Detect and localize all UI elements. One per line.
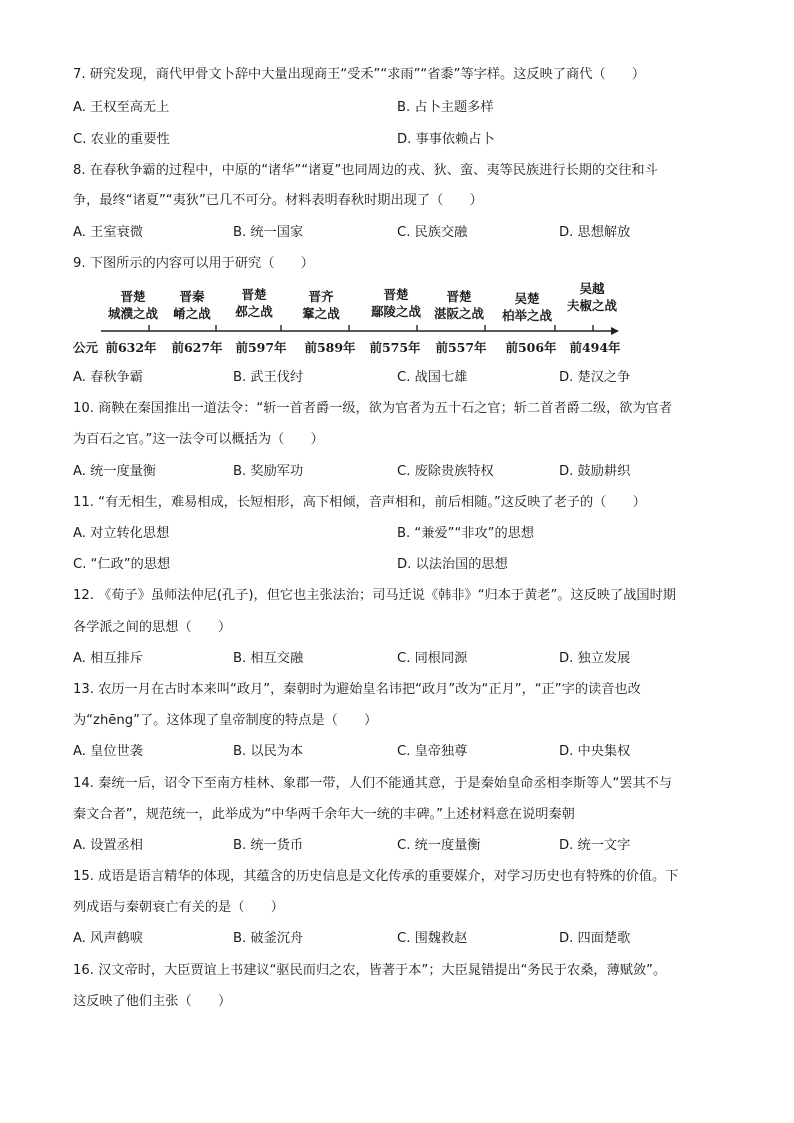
q14-option-a[interactable]: A. 设置丞相 [73, 838, 143, 853]
timeline-year-5: 前575年 [369, 340, 421, 355]
event-7-battle: 柏举之战 [501, 308, 552, 323]
q10-option-a[interactable]: A. 统一度量衡 [73, 464, 157, 479]
timeline-year-6: 前557年 [435, 340, 487, 355]
event-5-battle: 鄢陵之战 [370, 304, 421, 319]
q15-option-c[interactable]: C. 围魏救赵 [397, 931, 468, 946]
timeline-event-3 [219, 286, 289, 320]
event-8-parties: 吴越 [579, 281, 605, 296]
q8-option-d[interactable]: D. 思想解放 [559, 225, 631, 240]
q7-option-b[interactable]: B. 占卜主题多样 [397, 100, 494, 115]
timeline-year-1: 前632年 [105, 340, 157, 355]
q7-stem: 7. 研究发现，商代甲骨文卜辞中大量出现商王“受禾”“求雨”“省黍”等字样。这反映了商代（ ） [73, 67, 646, 82]
q11-option-c[interactable]: C. “仁政”的思想 [73, 557, 171, 572]
q12-stem-line2: 各学派之间的思想（ ） [73, 620, 232, 635]
timeline-year-2: 前627年 [171, 340, 223, 355]
q16-stem-line2: 这反映了他们主张（ ） [73, 994, 232, 1009]
q16-stem-line1: 16. 汉文帝时，大臣贾谊上书建议“驱民而归之农，皆著于本”；大臣晁错提出“务民于农桑，薄赋敛”。 [73, 963, 667, 978]
timeline-event-6 [424, 288, 494, 322]
q11-option-a[interactable]: A. 对立转化思想 [73, 526, 170, 541]
event-1-parties: 晋楚 [120, 289, 146, 304]
q13-option-c[interactable]: C. 皇帝独尊 [397, 744, 468, 759]
q9-option-a[interactable]: A. 春秋争霸 [73, 370, 143, 385]
q10-option-c[interactable]: C. 废除贵族特权 [397, 464, 494, 479]
q10-stem-line1: 10. 商鞅在秦国推出一道法令：“斩一首者爵一级，欲为官者为五十石之官；斩二首者爵二级，欲为官者 [73, 401, 673, 416]
q7-option-c[interactable]: C. 农业的重要性 [73, 132, 170, 147]
q11-option-d[interactable]: D. 以法治国的思想 [397, 557, 508, 572]
event-2-parties: 晋秦 [179, 289, 205, 304]
q14-stem-line1: 14. 秦统一后，诏令下至南方桂林、象郡一带，人们不能通其意，于是秦始皇命丞相李斯等人“罢其不与 [73, 776, 673, 791]
q11-stem: 11. “有无相生，难易相成，长短相形，高下相倾，音声相和，前后相随。”这反映了老子的（ ） [73, 495, 646, 510]
q12-option-d[interactable]: D. 独立发展 [559, 651, 631, 666]
event-4-parties: 晋齐 [308, 289, 334, 304]
q14-option-c[interactable]: C. 统一度量衡 [397, 838, 481, 853]
q14-option-d[interactable]: D. 统一文字 [559, 838, 631, 853]
timeline-year-8: 前494年 [569, 340, 621, 355]
q15-option-a[interactable]: A. 风声鹤唳 [73, 931, 143, 946]
event-2-battle: 崤之战 [173, 306, 211, 321]
timeline-era-label: 公元 [73, 340, 99, 355]
q8-option-b[interactable]: B. 统一国家 [233, 225, 304, 240]
timeline-year-4: 前589年 [304, 340, 356, 355]
event-6-parties: 晋楚 [446, 289, 472, 304]
q12-option-c[interactable]: C. 同根同源 [397, 651, 468, 666]
q15-option-d[interactable]: D. 四面楚歌 [559, 931, 631, 946]
q13-option-d[interactable]: D. 中央集权 [559, 744, 631, 759]
q8-option-c[interactable]: C. 民族交融 [397, 225, 468, 240]
q10-option-b[interactable]: B. 奖励军功 [233, 464, 304, 479]
q8-stem-line1: 8. 在春秋争霸的过程中，中原的“诸华”“诸夏”也同周边的戎、狄、蛮、夷等民族进行长期的交往和斗 [73, 163, 658, 178]
timeline-event-8 [557, 280, 627, 314]
q12-option-a[interactable]: A. 相互排斥 [73, 651, 143, 666]
q7-option-a[interactable]: A. 王权至高无上 [73, 100, 170, 115]
event-3-parties: 晋楚 [241, 287, 267, 302]
q14-option-b[interactable]: B. 统一货币 [233, 838, 304, 853]
q15-option-b[interactable]: B. 破釜沉舟 [233, 931, 304, 946]
timeline-event-7 [492, 290, 562, 324]
event-1-battle: 城濮之战 [107, 306, 158, 321]
q9-stem: 9. 下图所示的内容可以用于研究（ ） [73, 256, 314, 271]
timeline-event-4 [286, 288, 356, 322]
q12-option-b[interactable]: B. 相互交融 [233, 651, 304, 666]
q10-option-d[interactable]: D. 鼓励耕织 [559, 464, 631, 479]
event-5-parties: 晋楚 [383, 287, 409, 302]
event-6-battle: 湛阪之战 [433, 306, 484, 321]
q15-stem-line2: 列成语与秦朝衰亡有关的是（ ） [73, 900, 284, 915]
q8-stem-line2: 争，最终“诸夏”“夷狄”已几不可分。材料表明春秋时期出现了（ ） [73, 193, 483, 208]
q12-stem-line1: 12. 《荀子》虽师法仲尼(孔子)，但它也主张法治；司马迁说《韩非》“归本于黄老”。这反映了战国时期 [73, 588, 676, 603]
q7-option-d[interactable]: D. 事事依赖占卜 [397, 132, 495, 147]
timeline-event-5 [361, 286, 431, 320]
q13-stem-line2: 为“zhēng”了。这体现了皇帝制度的特点是（ ） [73, 713, 378, 728]
timeline-event-2 [157, 288, 227, 322]
q13-stem-line1: 13. 农历一月在古时本来叫“政月”，秦朝时为避始皇名讳把“政月”改为“正月”，“正”字的读音也改 [73, 682, 641, 697]
q13-option-a[interactable]: A. 皇位世袭 [73, 744, 143, 759]
q13-option-b[interactable]: B. 以民为本 [233, 744, 304, 759]
timeline-year-7: 前506年 [505, 340, 557, 355]
q15-stem-line1: 15. 成语是语言精华的体现，其蕴含的历史信息是文化传承的重要媒介，对学习历史也有特殊的价值。下 [73, 869, 679, 884]
event-4-battle: 鞌之战 [302, 306, 340, 321]
q11-option-b[interactable]: B. “兼爱”“非攻”的思想 [397, 526, 535, 541]
q10-stem-line2: 为百石之官。”这一法令可以概括为（ ） [73, 432, 324, 447]
event-3-battle: 邲之战 [235, 304, 273, 319]
q14-stem-line2: 秦文合者”，规范统一，此举成为“中华两千余年大一统的丰碑。”上述材料意在说明秦朝 [73, 807, 575, 822]
q9-option-b[interactable]: B. 武王伐纣 [233, 370, 304, 385]
q9-timeline-figure [73, 281, 633, 358]
event-8-battle: 夫椒之战 [566, 298, 617, 313]
q9-option-c[interactable]: C. 战国七雄 [397, 370, 468, 385]
timeline-year-3: 前597年 [235, 340, 287, 355]
q9-option-d[interactable]: D. 楚汉之争 [559, 370, 631, 385]
q8-option-a[interactable]: A. 王室衰微 [73, 225, 143, 240]
event-7-parties: 吴楚 [514, 291, 540, 306]
